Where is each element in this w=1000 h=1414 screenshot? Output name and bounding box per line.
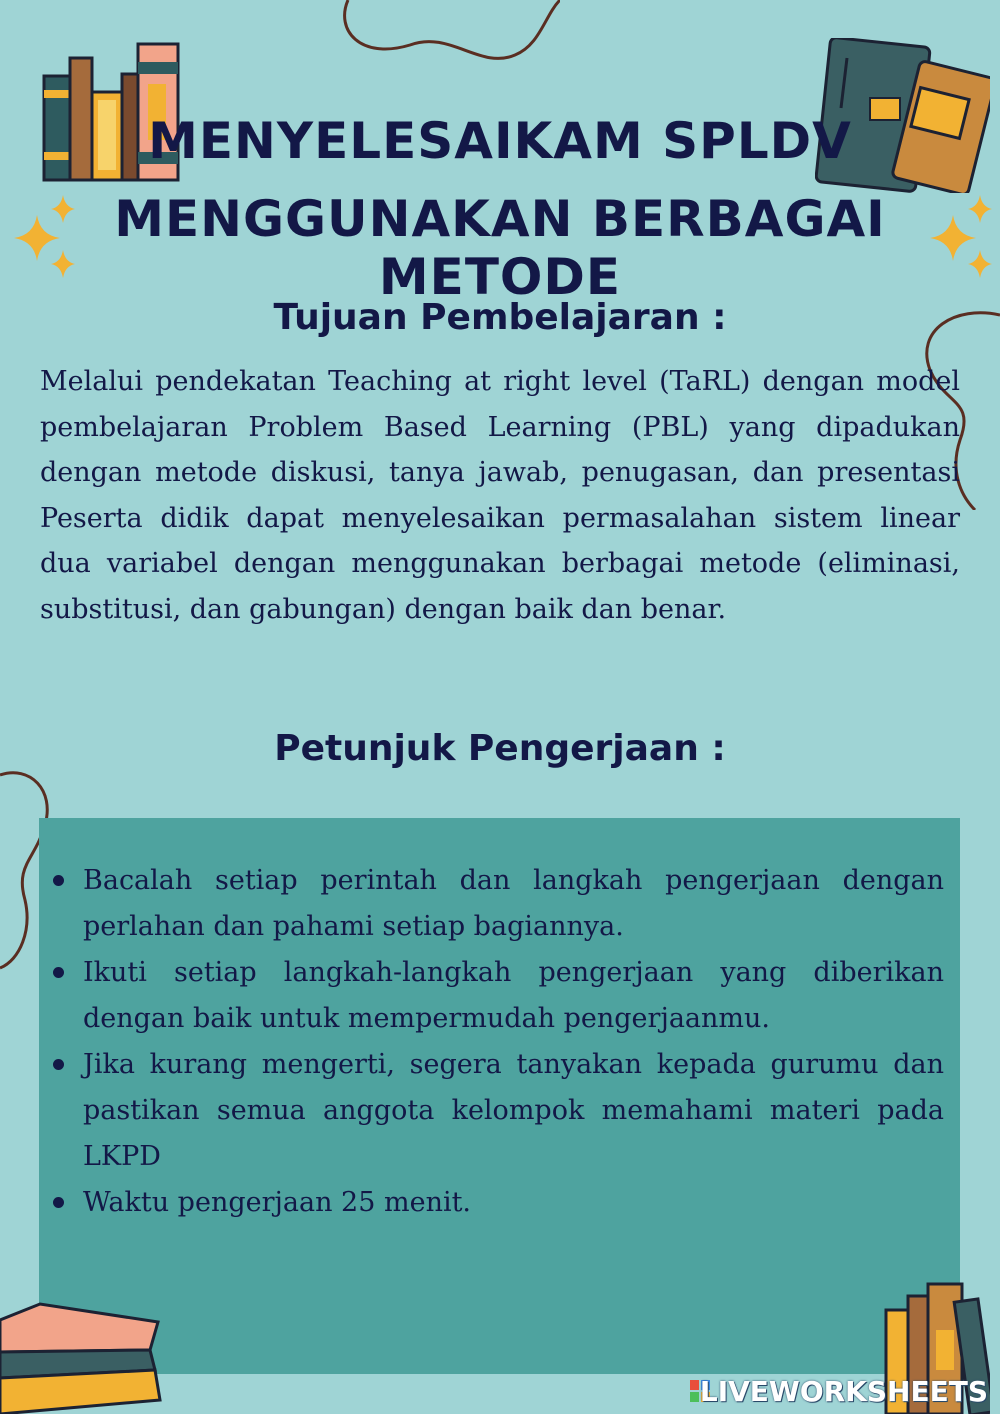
- bullet-icon: [53, 875, 64, 886]
- list-item: [39, 1180, 960, 1226]
- page-title-line1: MENYELESAIKAM SPLDV: [148, 112, 852, 170]
- list-item-text: Bacalah setiap perintah dan langkah pengerjaan dengan perlahan dan pahami setiap bagiannya.: [83, 865, 944, 942]
- list-item: [39, 950, 960, 1042]
- decorative-curve-top: [330, 0, 560, 70]
- watermark: LIVEWORKSHEETS: [699, 1375, 988, 1408]
- list-item-text: Ikuti setiap langkah-langkah pengerjaan yang diberikan dengan baik untuk mempermudah pengerjaanmu.: [83, 957, 944, 1034]
- books-pile-icon: [0, 1300, 165, 1414]
- bullet-icon: [53, 1197, 64, 1208]
- petunjuk-heading: Petunjuk Pengerjaan :: [274, 728, 726, 769]
- tujuan-text: Melalui pendekatan Teaching at right level (TaRL) dengan model pembelajaran Problem Based Learning (PBL) yang dipadukan dengan metode diskusi, tanya jawab, penugasan, dan presentasi Peserta didik dapat menyelesaikan permasalahan sistem linear dua variabel dengan menggunakan berbagai metode (eliminasi, substitusi, dan gabungan) dengan baik dan benar.: [40, 366, 960, 625]
- list-item: [39, 858, 960, 950]
- list-item-text: Jika kurang mengerti, segera tanyakan kepada gurumu dan pastikan semua anggota kelompok memahami materi pada LKPD: [83, 1049, 944, 1172]
- petunjuk-list: [39, 858, 960, 1226]
- petunjuk-box: [39, 818, 960, 1374]
- page-title-line2: MENGGUNAKAN BERBAGAI METODE: [114, 190, 886, 306]
- bullet-icon: [53, 967, 64, 978]
- list-item: [39, 1042, 960, 1180]
- tujuan-heading: Tujuan Pembelajaran :: [273, 297, 727, 338]
- list-item-text: Waktu pengerjaan 25 menit.: [83, 1187, 472, 1218]
- bullet-icon: [53, 1059, 64, 1070]
